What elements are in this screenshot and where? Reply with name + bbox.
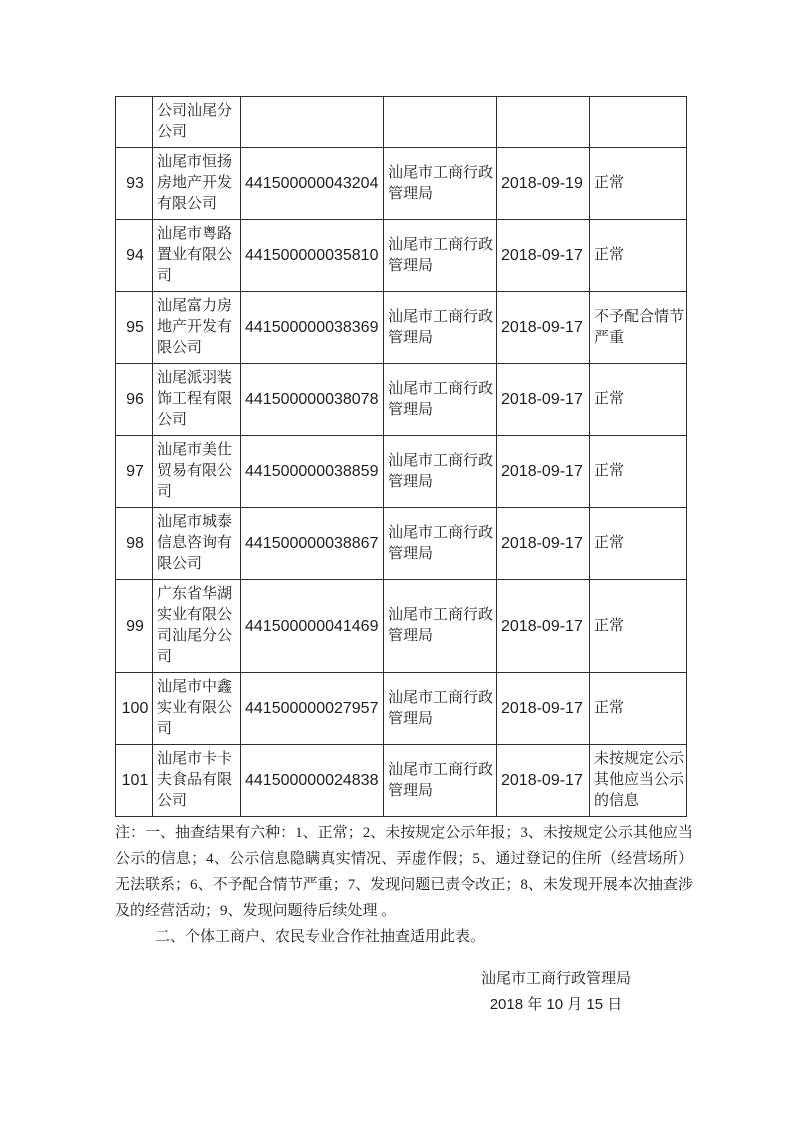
cell-row-number: 93 [116, 148, 153, 220]
cell-inspection-authority: 汕尾市工商行政管理局 [384, 220, 497, 292]
table-row [116, 148, 687, 220]
table-row [116, 364, 687, 436]
table-row [116, 673, 687, 745]
cell-inspection-result [590, 97, 687, 148]
table-row [116, 220, 687, 292]
cell-inspection-date: 2018-09-19 [497, 148, 590, 220]
cell-company-name: 汕尾市美仕贸易有限公司 [153, 436, 241, 508]
inspection-results-table [115, 96, 687, 817]
cell-registration-number: 441500000038369 [241, 292, 384, 364]
cell-inspection-date: 2018-09-17 [497, 745, 590, 817]
issue-date: 2018 年 10 月 15 日 [489, 996, 623, 1013]
page-content [115, 96, 693, 1018]
cell-inspection-result: 正常 [590, 508, 687, 580]
cell-inspection-authority [384, 97, 497, 148]
cell-company-name: 汕尾市城泰信息咨询有限公司 [153, 508, 241, 580]
cell-inspection-authority: 汕尾市工商行政管理局 [384, 508, 497, 580]
cell-inspection-authority: 汕尾市工商行政管理局 [384, 364, 497, 436]
cell-company-name: 广东省华湖实业有限公司汕尾分公司 [153, 580, 241, 673]
cell-row-number: 101 [116, 745, 153, 817]
cell-inspection-result: 正常 [590, 673, 687, 745]
cell-registration-number: 441500000038078 [241, 364, 384, 436]
table-row [116, 580, 687, 673]
cell-registration-number: 441500000024838 [241, 745, 384, 817]
cell-inspection-date: 2018-09-17 [497, 220, 590, 292]
cell-inspection-result: 正常 [590, 220, 687, 292]
table-row [116, 745, 687, 817]
cell-inspection-authority: 汕尾市工商行政管理局 [384, 580, 497, 673]
cell-company-name: 汕尾派羽装饰工程有限公司 [153, 364, 241, 436]
table-row [116, 508, 687, 580]
cell-inspection-date: 2018-09-17 [497, 580, 590, 673]
table-row [116, 436, 687, 508]
cell-inspection-authority: 汕尾市工商行政管理局 [384, 292, 497, 364]
cell-company-name: 汕尾富力房地产开发有限公司 [153, 292, 241, 364]
cell-registration-number: 441500000035810 [241, 220, 384, 292]
cell-company-name: 汕尾市卡卡夫食品有限公司 [153, 745, 241, 817]
cell-inspection-date: 2018-09-17 [497, 292, 590, 364]
cell-row-number: 98 [116, 508, 153, 580]
cell-inspection-date: 2018-09-17 [497, 673, 590, 745]
cell-inspection-authority: 汕尾市工商行政管理局 [384, 436, 497, 508]
cell-row-number: 95 [116, 292, 153, 364]
cell-company-name: 公司汕尾分公司 [153, 97, 241, 148]
cell-inspection-result: 不予配合情节严重 [590, 292, 687, 364]
cell-registration-number: 441500000041469 [241, 580, 384, 673]
cell-company-name: 汕尾市中鑫实业有限公司 [153, 673, 241, 745]
cell-inspection-result: 正常 [590, 580, 687, 673]
footnote-applicability: 二、个体工商户、农民专业合作社抽查适用此表。 [155, 929, 486, 945]
cell-inspection-result: 正常 [590, 364, 687, 436]
footnote-result-types: 注：一、抽查结果有六种：1、正常；2、未按规定公示年报；3、未按规定公示其他应当公示的信息；4、公示信息隐瞒真实情况、弄虚作假；5、通过登记的住所（经营场所）无法联系；6、不予配合情节严重；7、发现问题已责令改正；8、未发现开展本次抽查涉及的经营活动；9、发现问题待后续处理 。 [115, 825, 693, 919]
cell-company-name: 汕尾市粤路置业有限公司 [153, 220, 241, 292]
cell-registration-number: 441500000043204 [241, 148, 384, 220]
cell-inspection-result: 正常 [590, 436, 687, 508]
table-row [116, 97, 687, 148]
cell-inspection-date: 2018-09-17 [497, 508, 590, 580]
cell-row-number: 99 [116, 580, 153, 673]
cell-inspection-result: 未按规定公示其他应当公示的信息 [590, 745, 687, 817]
cell-company-name: 汕尾市恒扬房地产开发有限公司 [153, 148, 241, 220]
table-row [116, 292, 687, 364]
issuing-authority: 汕尾市工商行政管理局 [480, 971, 631, 987]
cell-inspection-authority: 汕尾市工商行政管理局 [384, 745, 497, 817]
cell-inspection-authority: 汕尾市工商行政管理局 [384, 673, 497, 745]
cell-registration-number: 441500000038867 [241, 508, 384, 580]
signature-block [481, 966, 631, 1018]
cell-row-number: 97 [116, 436, 153, 508]
cell-inspection-result: 正常 [590, 148, 687, 220]
footnotes [115, 820, 693, 950]
cell-inspection-date: 2018-09-17 [497, 364, 590, 436]
cell-row-number [116, 97, 153, 148]
cell-registration-number: 441500000027957 [241, 673, 384, 745]
cell-row-number: 94 [116, 220, 153, 292]
cell-row-number: 100 [116, 673, 153, 745]
cell-inspection-date [497, 97, 590, 148]
cell-row-number: 96 [116, 364, 153, 436]
cell-inspection-authority: 汕尾市工商行政管理局 [384, 148, 497, 220]
cell-registration-number: 441500000038859 [241, 436, 384, 508]
cell-registration-number [241, 97, 384, 148]
cell-inspection-date: 2018-09-17 [497, 436, 590, 508]
